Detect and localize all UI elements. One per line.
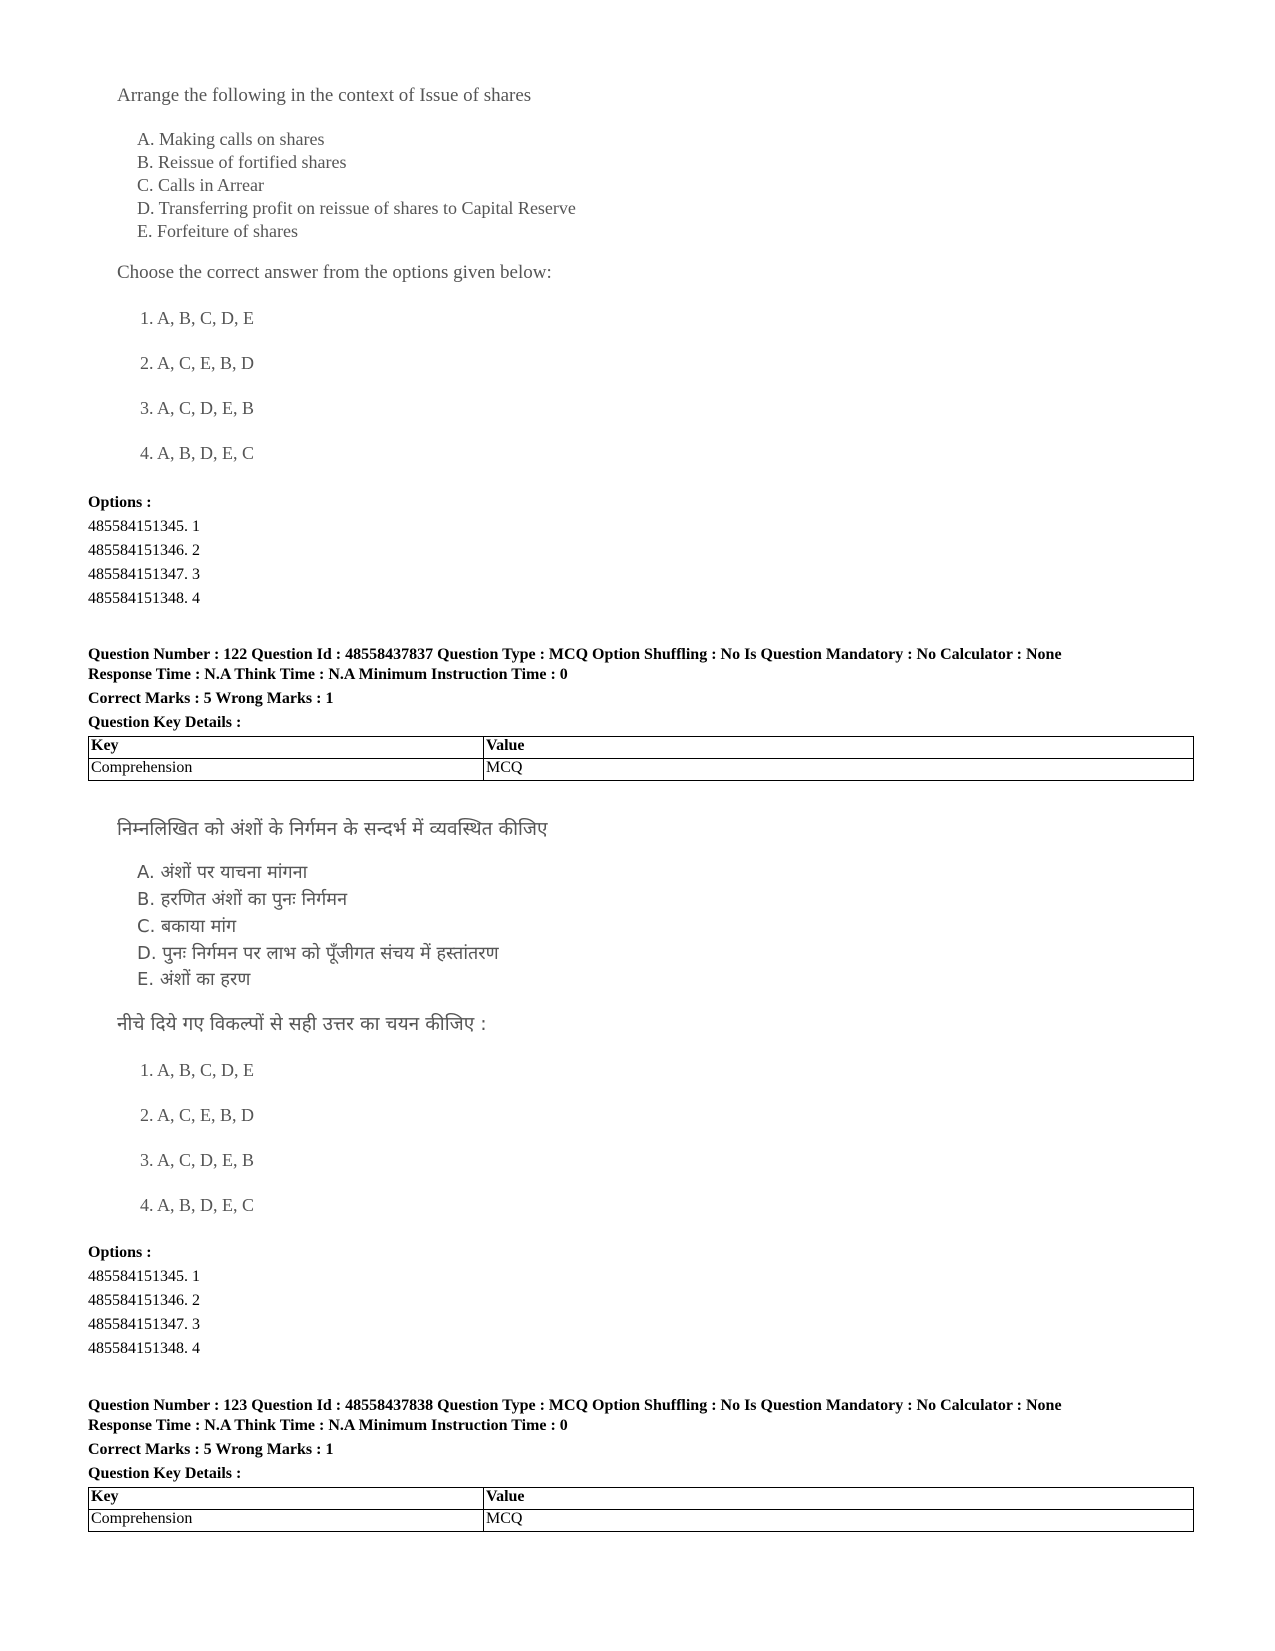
question-header-line: Response Time : N.A Think Time : N.A Minimum Instruction Time : 0	[88, 1417, 568, 1434]
table-cell-value: MCQ	[484, 1510, 1194, 1532]
option-item: 485584151345. 1	[88, 1268, 200, 1285]
answer-choice: 3. A, C, D, E, B	[140, 398, 255, 418]
table-header-value: Value	[484, 1488, 1194, 1510]
option-item: 485584151347. 3	[88, 1316, 200, 1333]
options-list	[88, 1241, 200, 1361]
options-list	[88, 491, 200, 611]
option-item: 485584151346. 2	[88, 1292, 200, 1309]
question-item: D. पुनः निर्गमन पर लाभ को पूँजीगत संचय में हस्तांतरण	[137, 943, 499, 964]
answer-choice: 1. A, B, C, D, E	[140, 1060, 255, 1080]
question-meta-123	[88, 1396, 1198, 1436]
question-marks: Correct Marks : 5 Wrong Marks : 1	[88, 690, 334, 707]
option-item: 485584151348. 4	[88, 590, 200, 607]
question-header-line: Question Number : 122 Question Id : 48558437837 Question Type : MCQ Option Shuffling : No Is Question Mandatory : No Calculator : None	[88, 646, 1062, 663]
answer-choice: 4. A, B, D, E, C	[140, 1195, 255, 1215]
question-item: B. हरणित अंशों का पुनः निर्गमन	[137, 889, 348, 910]
question-item: C. बकाया मांग	[137, 916, 237, 937]
question-marks: Correct Marks : 5 Wrong Marks : 1	[88, 1441, 334, 1458]
question-instruction: Choose the correct answer from the options given below:	[117, 262, 552, 283]
question-stem: निम्नलिखित को अंशों के निर्गमन के सन्दर्भ में व्यवस्थित कीजिए	[117, 818, 548, 840]
option-item: 485584151347. 3	[88, 566, 200, 583]
options-label: Options :	[88, 1244, 152, 1261]
question-item: E. Forfeiture of shares	[137, 221, 298, 241]
answer-choice: 2. A, C, E, B, D	[140, 353, 255, 373]
question-item: D. Transferring profit on reissue of shares to Capital Reserve	[137, 198, 576, 218]
question-key-details-label: Question Key Details :	[88, 1465, 242, 1482]
option-item: 485584151346. 2	[88, 542, 200, 559]
question-key-details-label: Question Key Details :	[88, 714, 242, 731]
question-stem: Arrange the following in the context of Issue of shares	[117, 85, 532, 106]
answer-choice: 1. A, B, C, D, E	[140, 308, 255, 328]
question-instruction: नीचे दिये गए विकल्पों से सही उत्तर का चयन कीजिए :	[117, 1013, 487, 1035]
table-header-key: Key	[89, 1488, 484, 1510]
table-header-value: Value	[484, 737, 1194, 759]
option-item: 485584151348. 4	[88, 1340, 200, 1357]
question-meta-122	[88, 645, 1198, 685]
question-item: E. अंशों का हरण	[137, 969, 251, 990]
question-header-line: Response Time : N.A Think Time : N.A Minimum Instruction Time : 0	[88, 666, 568, 683]
question-item: B. Reissue of fortified shares	[137, 152, 347, 172]
table-cell-key: Comprehension	[89, 1510, 484, 1532]
answer-choice: 4. A, B, D, E, C	[140, 443, 255, 463]
question-item: C. Calls in Arrear	[137, 175, 264, 195]
table-header-key: Key	[89, 737, 484, 759]
answer-choice: 2. A, C, E, B, D	[140, 1105, 255, 1125]
table-cell-value: MCQ	[484, 759, 1194, 781]
question-item: A. Making calls on shares	[137, 129, 325, 149]
question-key-table	[88, 736, 1194, 781]
options-label: Options :	[88, 494, 152, 511]
question-key-table	[88, 1487, 1194, 1532]
table-cell-key: Comprehension	[89, 759, 484, 781]
question-item: A. अंशों पर याचना मांगना	[137, 862, 308, 883]
option-item: 485584151345. 1	[88, 518, 200, 535]
question-header-line: Question Number : 123 Question Id : 48558437838 Question Type : MCQ Option Shuffling : No Is Question Mandatory : No Calculator : None	[88, 1397, 1062, 1414]
answer-choice: 3. A, C, D, E, B	[140, 1150, 255, 1170]
